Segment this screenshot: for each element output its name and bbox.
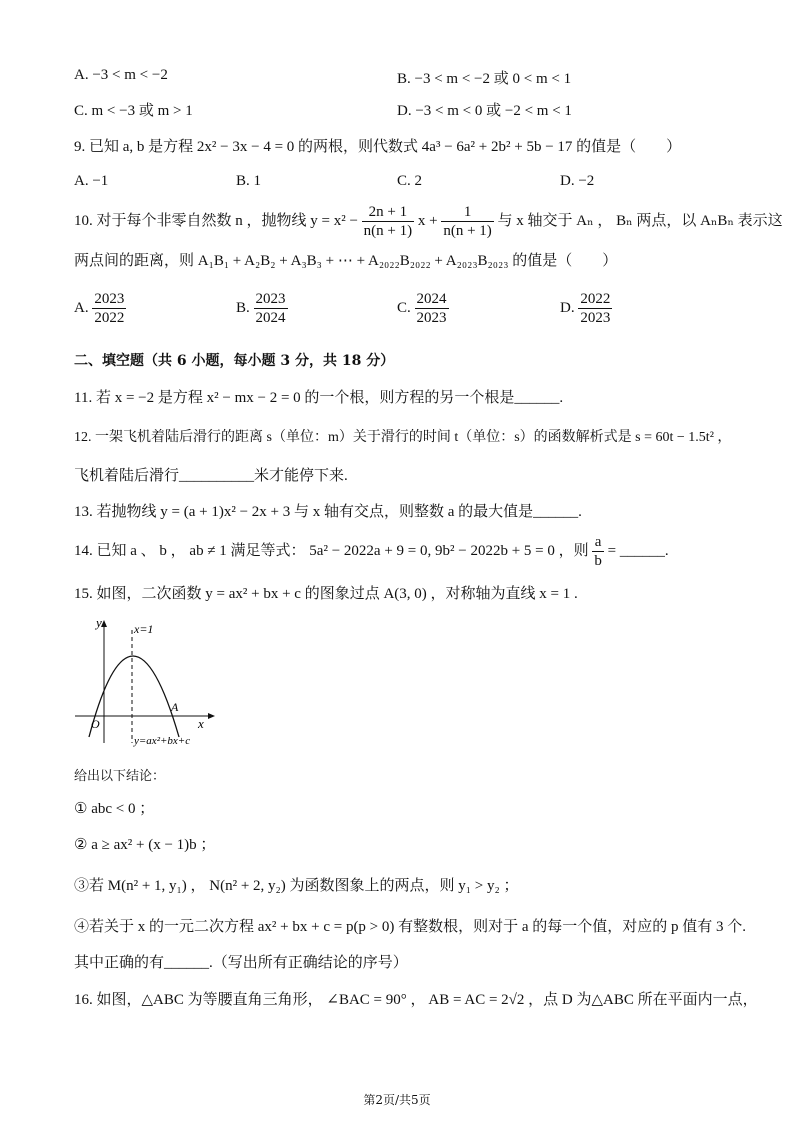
- section-2-heading: 二、填空题（共 6 小题，每小题 3 分，共 18 分）: [74, 353, 395, 369]
- q15-conclusion-3: ③若 M(n² + 1, y₁) ， N(n² + 2, y₂) 为函数图象上的两点，则 y₁ > y₂ ；: [74, 878, 519, 894]
- q9-stem: 9. 已知 a, b 是方程 2x² − 3x − 4 = 0 的两根，则代数式 4a³ − 6a² + 2b² + 5b − 17 的值是（ ）: [74, 139, 682, 155]
- q15-tail: 其中正确的有______.（写出所有正确结论的序号）: [74, 955, 408, 971]
- q10-option-a-fraction: [92, 290, 126, 327]
- q10-option-b-numerator: 2023: [255, 291, 286, 307]
- q10-option-a-numerator: 2023: [94, 291, 125, 307]
- q8-option-d: D. −3 < m < 0 或 −2 < m < 1: [397, 103, 572, 119]
- q10-option-d-denominator: 2023: [580, 310, 611, 326]
- q14-tail: = ______.: [607, 542, 669, 559]
- label-x: x: [198, 716, 204, 731]
- q10-fraction-2-denominator: n(n + 1): [443, 223, 492, 239]
- label-function: y=ax²+bx+c: [134, 735, 191, 747]
- page-footer: 第2页/共5页: [363, 1093, 431, 1107]
- q9-option-c: C. 2: [397, 173, 423, 189]
- q10-stem-post: 与 x 轴交于 Aₙ ， Bₙ 两点，以 AₙBₙ 表示这: [497, 212, 783, 229]
- q10-option-c-fraction: [415, 290, 449, 327]
- q10-option-c-label: C.: [397, 299, 411, 316]
- q9-option-d: D. −2: [560, 173, 595, 189]
- q10-stem-pre: 10. 对于每个非零自然数 n ，抛物线 y = x² −: [74, 212, 358, 229]
- label-point-a: A: [171, 700, 179, 714]
- q10-stem-line2: 两点间的距离，则 A₁B₁ + A₂B₂ + A₃B₃ + ⋯ + A₂₀₂₂B₂₀₂₂ + A₂₀₂₃B₂₀₂₃ 的值是（ ）: [74, 253, 618, 269]
- q15-intro: 给出以下结论：: [74, 769, 166, 784]
- q15-conclusion-1: ① abc < 0 ；: [74, 801, 155, 817]
- q10-fraction-2-numerator: 1: [441, 203, 493, 222]
- q9-option-a: A. −1: [74, 173, 109, 189]
- q14-fraction-denominator: b: [594, 553, 602, 569]
- q10-option-c: [397, 290, 449, 327]
- q10-option-b-label: B.: [236, 299, 250, 316]
- q16-text: 16. 如图，△ABC 为等腰直角三角形， ∠BAC = 90° ， AB = AC = 2√2 ，点 D 为△ABC 所在平面内一点，: [74, 992, 758, 1008]
- parabola-curve: [89, 656, 179, 737]
- q8-option-c: C. m < −3 或 m > 1: [74, 103, 193, 119]
- q10-option-b-denominator: 2024: [255, 310, 286, 326]
- label-y: y: [96, 615, 102, 630]
- q14-fraction-numerator: a: [592, 533, 604, 552]
- q14-text: 14. 已知 a 、 b ， ab ≠ 1 满足等式： 5a² − 2022a + 9 = 0, 9b² − 2022b + 5 = 0 ，则: [74, 542, 589, 559]
- q8-option-a: A. −3 < m < −2: [74, 67, 168, 83]
- q9-option-b: B. 1: [236, 173, 262, 189]
- q10-option-c-denominator: 2023: [416, 310, 447, 326]
- q15-conclusion-4: ④若关于 x 的一元二次方程 ax² + bx + c = p(p > 0) 有整数根，则对于 a 的每一个值，对应的 p 值有 3 个.: [74, 919, 747, 935]
- q8-option-b: B. −3 < m < −2 或 0 < m < 1: [397, 71, 572, 87]
- q15-stem: 15. 如图，二次函数 y = ax² + bx + c 的图象过点 A(3, 0) ，对称轴为直线 x = 1 .: [74, 586, 578, 602]
- q12-line2: 飞机着陆后滑行__________米才能停下来.: [74, 468, 348, 484]
- q10-stem-mid: x +: [417, 212, 438, 229]
- label-origin: O: [91, 717, 100, 731]
- q10-option-b: [236, 290, 288, 327]
- q15-parabola-figure: [70, 615, 220, 750]
- q14-fraction: [592, 533, 604, 570]
- q10-option-a-denominator: 2022: [94, 310, 125, 326]
- q10-option-d: [560, 290, 612, 327]
- q10-option-b-fraction: [254, 290, 288, 327]
- q10-stem: [74, 203, 783, 240]
- q10-option-a: [74, 290, 126, 327]
- q10-option-a-label: A.: [74, 299, 89, 316]
- q10-fraction-1: [362, 203, 414, 240]
- q10-fraction-1-numerator: 2n + 1: [362, 203, 414, 222]
- q10-fraction-1-denominator: n(n + 1): [363, 223, 413, 239]
- x-axis-arrow-icon: [208, 713, 215, 719]
- q10-fraction-2: [441, 203, 493, 240]
- q10-option-d-fraction: [578, 290, 612, 327]
- q11-text: 11. 若 x = −2 是方程 x² − mx − 2 = 0 的一个根，则方程的另一个根是______.: [74, 390, 564, 406]
- q12-line1: 12. 一架飞机着陆后滑行的距离 s（单位：m）关于滑行的时间 t（单位：s）的函数解析式是 s = 60t − 1.5t² ，: [74, 430, 732, 445]
- q10-option-c-numerator: 2024: [416, 291, 447, 307]
- q10-option-d-label: D.: [560, 299, 575, 316]
- q15-conclusion-2: ② a ≥ ax² + (x − 1)b ；: [74, 837, 216, 853]
- q14: [74, 533, 669, 570]
- label-symmetry-axis: x=1: [134, 622, 154, 636]
- y-axis-arrow-icon: [101, 620, 107, 627]
- q10-option-d-numerator: 2022: [580, 291, 611, 307]
- q13-text: 13. 若抛物线 y = (a + 1)x² − 2x + 3 与 x 轴有交点，则整数 a 的最大值是______.: [74, 504, 582, 520]
